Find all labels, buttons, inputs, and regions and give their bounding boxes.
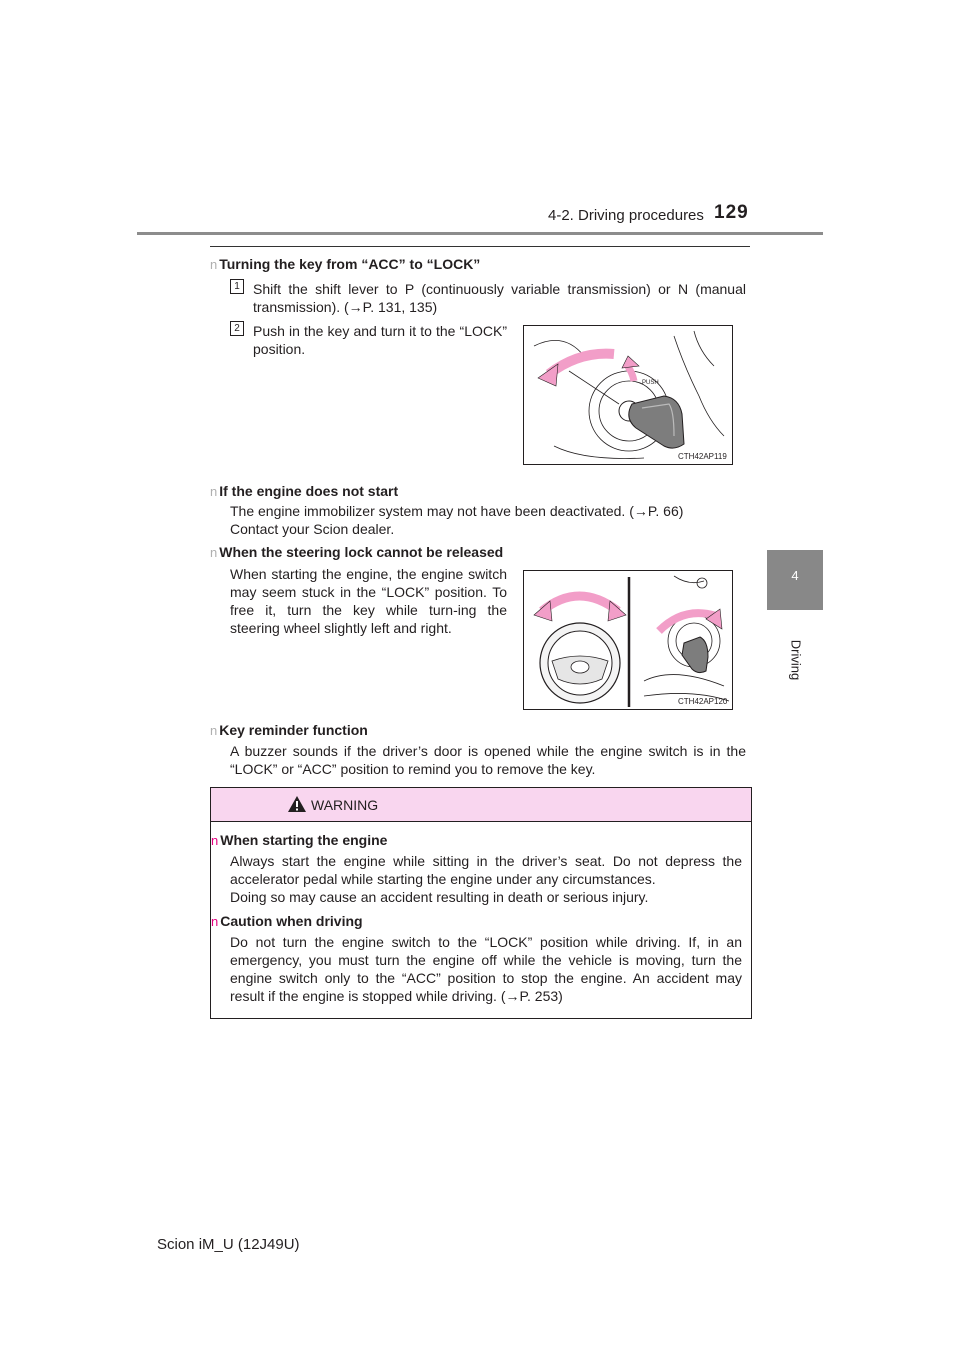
steering-wheel-drawing	[524, 571, 732, 709]
warning-header	[211, 788, 751, 822]
key-lock-drawing	[524, 326, 732, 464]
warning-item-starting	[211, 832, 751, 850]
svg-text:PUSH: PUSH	[642, 380, 659, 386]
bullet-glyph: n	[211, 833, 219, 848]
warning-triangle-icon	[287, 795, 307, 813]
section-heading: If the engine does not start	[219, 483, 399, 499]
section-heading: When the steering lock cannot be released	[219, 544, 504, 560]
section-heading: Key reminder function	[219, 722, 368, 738]
ignition-key-illustration	[523, 325, 733, 465]
section-text-line-1: The engine immobilizer system may not have been deactivated. (→P. 66)	[230, 503, 684, 519]
section-turning-key	[210, 256, 750, 274]
warning-item-heading: Caution when driving	[220, 913, 363, 929]
bullet-glyph: n	[210, 545, 218, 560]
page-number: 129	[714, 202, 749, 223]
bullet-glyph: n	[210, 257, 218, 272]
step-2-text: Push in the key and turn it to the “LOCK” position.	[253, 323, 507, 357]
warning-box	[210, 787, 752, 1019]
bullet-glyph: n	[211, 914, 219, 929]
section-heading: Turning the key from “ACC” to “LOCK”	[219, 256, 481, 272]
warning-item-text-2: Doing so may cause an accident resulting in death or serious injury.	[230, 889, 649, 905]
warning-item-text: Always start the engine while sitting in the driver’s seat. Do not depress the accelerator pedal while starting the engine under any circumstances.	[230, 853, 742, 887]
step-1-text: Shift the shift lever to P (continuously variable transmission) or N (manual transmission). (→P. 131, 135)	[253, 281, 746, 315]
warning-item-caution	[211, 913, 751, 931]
figure-code: CTH42AP119	[678, 452, 727, 461]
section-engine-not-start	[210, 483, 750, 501]
section-text: A buzzer sounds if the driver’s door is opened while the engine switch is in the “LOCK” or “ACC” position to remind you to remove the key.	[230, 743, 746, 777]
section-steering-lock	[210, 544, 750, 562]
warning-title: WARNING	[311, 797, 379, 813]
warning-item-heading: When starting the engine	[220, 832, 388, 848]
bullet-glyph: n	[210, 484, 218, 499]
footer-model-code: Scion iM_U (12J49U)	[157, 1236, 300, 1253]
section-text: When starting the engine, the engine switch may seem stuck in the “LOCK” position. To free it, turn the key while turn-ing the steering wheel slightly left and right.	[230, 566, 507, 636]
step-number-1: 1	[230, 279, 244, 294]
content-top-rule	[210, 246, 750, 247]
warning-item-text: Do not turn the engine switch to the “LOCK” position while driving. If, in an emergency, you must turn the engine off while the vehicle is moving, turn the engine switch only to the “ACC” position to stop the engine. An accident may result if the engine is stopped while driving. (→P. 253)	[230, 934, 742, 1004]
section-key-reminder	[210, 722, 750, 740]
steering-wheel-illustration	[523, 570, 733, 710]
header-rule	[137, 232, 823, 235]
bullet-glyph: n	[210, 723, 218, 738]
chapter-tab-label: Driving	[788, 639, 804, 681]
section-text-line-2: Contact your Scion dealer.	[230, 521, 395, 537]
chapter-tab-number: 4	[791, 568, 799, 583]
header-section-title: 4-2. Driving procedures	[548, 207, 704, 224]
step-number-2: 2	[230, 321, 244, 336]
figure-code: CTH42AP120	[678, 697, 728, 706]
